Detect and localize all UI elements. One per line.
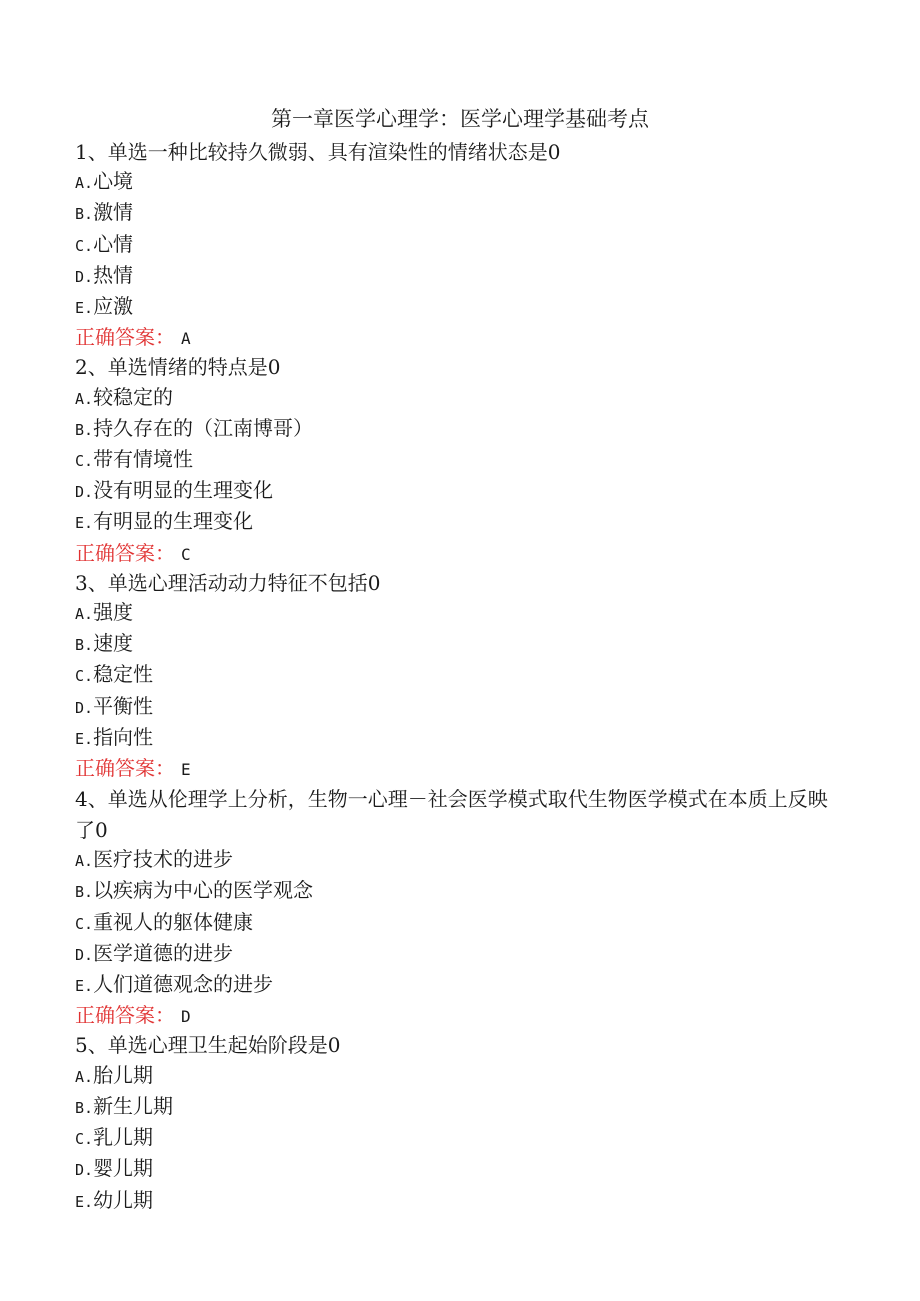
- option-letter: D.: [75, 267, 94, 286]
- option-text: 心境: [93, 169, 134, 194]
- option-letter: D.: [75, 483, 94, 502]
- option-text: 稳定性: [93, 662, 154, 687]
- correct-answer: [75, 754, 845, 784]
- option-text: 平衡性: [93, 693, 154, 718]
- question-list: [75, 138, 845, 1217]
- question-text: 1、单选一种比较持久微弱、具有渲染性的情绪状态是0: [75, 140, 561, 164]
- option-letter: B.: [75, 636, 94, 655]
- option-letter: E.: [75, 1192, 94, 1211]
- option-item: [75, 507, 845, 538]
- option-letter: C.: [75, 914, 94, 933]
- option-item: [75, 723, 845, 754]
- page-title: 第一章医学心理学：医学心理学基础考点: [271, 107, 649, 131]
- option-letter: A.: [75, 605, 94, 624]
- option-text: 持久存在的（江南博哥）: [93, 415, 314, 440]
- option-text: 速度: [93, 631, 134, 656]
- answer-label: 正确答案：: [75, 756, 175, 781]
- option-item: [75, 414, 845, 445]
- option-letter: D.: [75, 945, 94, 964]
- option-text: 应激: [93, 294, 134, 319]
- option-letter: D.: [75, 1161, 94, 1180]
- option-letter: A.: [75, 852, 94, 871]
- option-item: [75, 230, 845, 261]
- option-letter: C.: [75, 1130, 94, 1149]
- option-item: [75, 1186, 845, 1217]
- answer-value: A: [181, 329, 191, 349]
- option-letter: A.: [75, 389, 94, 408]
- option-letter: D.: [75, 698, 94, 717]
- question-block: [75, 138, 845, 353]
- option-item: [75, 1123, 845, 1154]
- option-text: 指向性: [93, 724, 154, 749]
- option-text: 医疗技术的进步: [93, 847, 234, 872]
- option-text: 新生儿期: [93, 1093, 174, 1118]
- option-letter: E.: [75, 977, 94, 996]
- option-item: [75, 292, 845, 323]
- option-item: [75, 167, 845, 198]
- option-item: [75, 1061, 845, 1092]
- question-block: [75, 784, 845, 1031]
- option-text: 人们道德观念的进步: [93, 972, 274, 997]
- question-text: 3、单选心理活动动力特征不包括0: [75, 570, 381, 595]
- option-item: [75, 1154, 845, 1185]
- option-item: [75, 476, 845, 507]
- option-text: 热情: [93, 262, 134, 287]
- option-text: 婴儿期: [93, 1156, 154, 1181]
- option-letter: C.: [75, 236, 94, 255]
- option-item: [75, 445, 845, 476]
- question-text: 4、单选从伦理学上分析，生物一心理－社会医学模式取代生物医学模式在本质上反映了0: [75, 787, 828, 842]
- answer-label: 正确答案：: [75, 1003, 175, 1028]
- option-text: 较稳定的: [93, 384, 174, 409]
- option-item: [75, 660, 845, 691]
- option-item: [75, 845, 845, 876]
- option-text: 乳儿期: [93, 1125, 154, 1150]
- option-text: 强度: [93, 600, 134, 625]
- option-letter: A.: [75, 1067, 94, 1086]
- option-letter: C.: [75, 667, 94, 686]
- option-letter: B.: [75, 420, 94, 439]
- option-item: [75, 939, 845, 970]
- question-block: [75, 569, 845, 784]
- question-text: 5、单选心理卫生起始阶段是0: [75, 1033, 341, 1058]
- answer-value: D: [181, 1007, 191, 1027]
- answer-label: 正确答案：: [75, 325, 175, 350]
- option-item: [75, 198, 845, 229]
- correct-answer: [75, 323, 845, 353]
- option-text: 以疾病为中心的医学观念: [93, 878, 314, 903]
- option-text: 激情: [93, 200, 134, 225]
- option-letter: C.: [75, 452, 94, 471]
- option-text: 心情: [93, 231, 134, 256]
- option-letter: A.: [75, 174, 94, 193]
- option-item: [75, 876, 845, 907]
- question-block: [75, 353, 845, 568]
- option-letter: B.: [75, 205, 94, 224]
- answer-value: C: [181, 544, 191, 564]
- option-text: 胎儿期: [93, 1062, 154, 1087]
- answer-label: 正确答案：: [75, 540, 175, 565]
- option-letter: B.: [75, 883, 94, 902]
- option-letter: E.: [75, 299, 94, 318]
- option-item: [75, 908, 845, 939]
- option-text: 医学道德的进步: [93, 940, 234, 965]
- correct-answer: [75, 1001, 845, 1031]
- option-letter: E.: [75, 729, 94, 748]
- option-letter: B.: [75, 1098, 94, 1117]
- option-item: [75, 1092, 845, 1123]
- option-item: [75, 970, 845, 1001]
- option-text: 重视人的躯体健康: [93, 909, 254, 934]
- question-block: [75, 1031, 845, 1216]
- option-text: 有明显的生理变化: [93, 509, 254, 534]
- answer-value: E: [181, 760, 191, 780]
- option-item: [75, 261, 845, 292]
- option-item: [75, 598, 845, 629]
- correct-answer: [75, 539, 845, 569]
- option-item: [75, 383, 845, 414]
- option-letter: E.: [75, 514, 94, 533]
- option-text: 幼儿期: [93, 1187, 154, 1212]
- question-text: 2、单选情绪的特点是0: [75, 355, 281, 380]
- option-item: [75, 629, 845, 660]
- option-text: 没有明显的生理变化: [93, 478, 274, 503]
- option-item: [75, 692, 845, 723]
- option-text: 带有情境性: [93, 447, 194, 472]
